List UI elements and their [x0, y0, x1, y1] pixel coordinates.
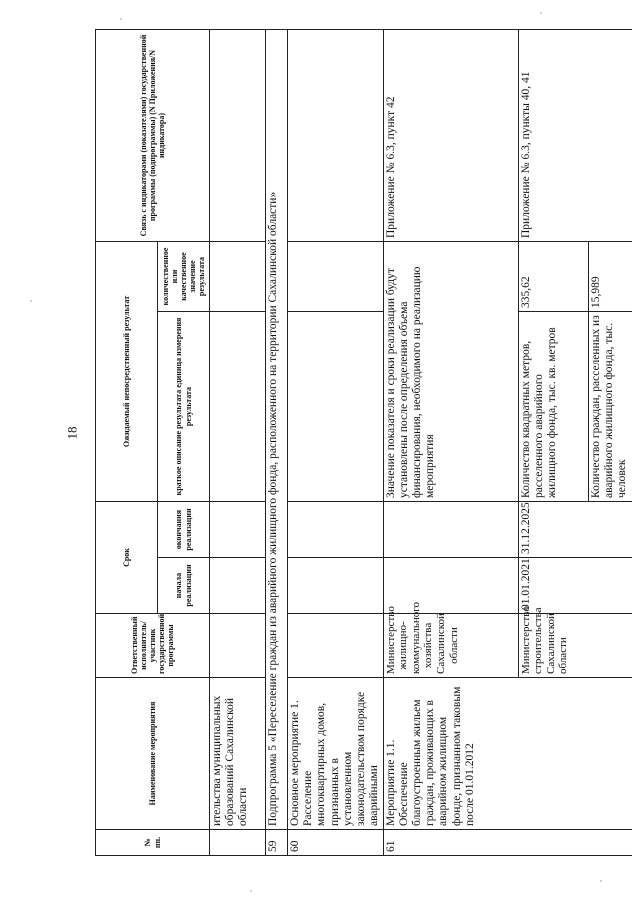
header-term: Срок — [96, 502, 158, 614]
table-row — [288, 30, 384, 856]
header-row — [96, 30, 158, 856]
responsible-cell: Министерство строительства Сахалинской области — [518, 614, 632, 678]
scan-speck — [600, 880, 602, 882]
scan-speck — [250, 890, 252, 892]
row-name: Мероприятие 1.1. Обеспечение благоустроенным жильем граждан, проживающих в аварийном жилищном фонде, признанном таковым после 01.01.2012 — [383, 678, 632, 830]
result-cell: Количество квадратных метров, расселенного аварийного жилищного фонда, тыс. кв. метров — [518, 312, 588, 502]
responsible-cell: Министерство жилищно-коммунального хозяйства Сахалинской области — [383, 614, 518, 678]
row-name: ительства муниципальных образований Сахалинской области — [210, 678, 266, 830]
header-expected: Ожидаемый непосредственный результат — [96, 242, 158, 502]
table-container — [95, 30, 628, 856]
subprogram-title: Подпрограмма 5 «Переселение граждан из аварийного жилищного фонда, расположенного на территории Сахалинской области» — [266, 30, 288, 830]
term-start-cell: 01.01.2021 — [518, 558, 632, 614]
link-cell: Приложение № 6.3, пункты 40, 41 — [518, 30, 632, 242]
scan-speck — [30, 300, 32, 302]
scan-speck — [540, 12, 542, 14]
value-cell: 335,62 — [518, 242, 588, 312]
header-num: № пп. — [96, 830, 210, 856]
table-row — [210, 30, 266, 856]
header-term-end: окончания реализации — [158, 502, 210, 558]
term-end-cell: 31.12.2025 — [518, 502, 632, 558]
row-name: Основное мероприятие 1. Расселение многоквартирных домов, признанных в установленном законодательством порядке аварийными — [288, 678, 384, 830]
scan-speck — [120, 18, 122, 20]
result-cell: Количество граждан, расселенных из аварийного жилищного фонда, тыс. человек — [588, 312, 632, 502]
header-term-start: начала реализации — [158, 558, 210, 614]
table-row — [266, 30, 288, 856]
header-expected-short: краткое описание результата единица измерения результата — [158, 312, 210, 502]
value-cell: 15,989 — [588, 242, 632, 312]
table-row — [383, 30, 518, 856]
row-num: 59 — [266, 830, 288, 856]
row-num: 60 — [288, 830, 384, 856]
header-name: Наименование мероприятия — [96, 678, 210, 830]
rotated-page — [95, 30, 632, 905]
header-link: Связь с индикаторами (показателями) государственной программы (подпрограммы) (N Приложения/N индикатора) — [96, 30, 210, 242]
result-cell: Значение показателя и сроки реализации будут установлены после определения объема финансирования, необходимого на реализацию мероприятия — [383, 242, 518, 502]
page-number: 18 — [64, 426, 80, 440]
activities-table — [95, 29, 632, 856]
header-expected-value: количественное или качественное значение результата — [158, 242, 210, 312]
link-cell: Приложение № 6.3, пункт 42 — [383, 30, 518, 242]
row-num: 61 — [383, 830, 632, 856]
header-responsible: Ответственный исполнитель/участник государственной программы — [96, 614, 210, 678]
